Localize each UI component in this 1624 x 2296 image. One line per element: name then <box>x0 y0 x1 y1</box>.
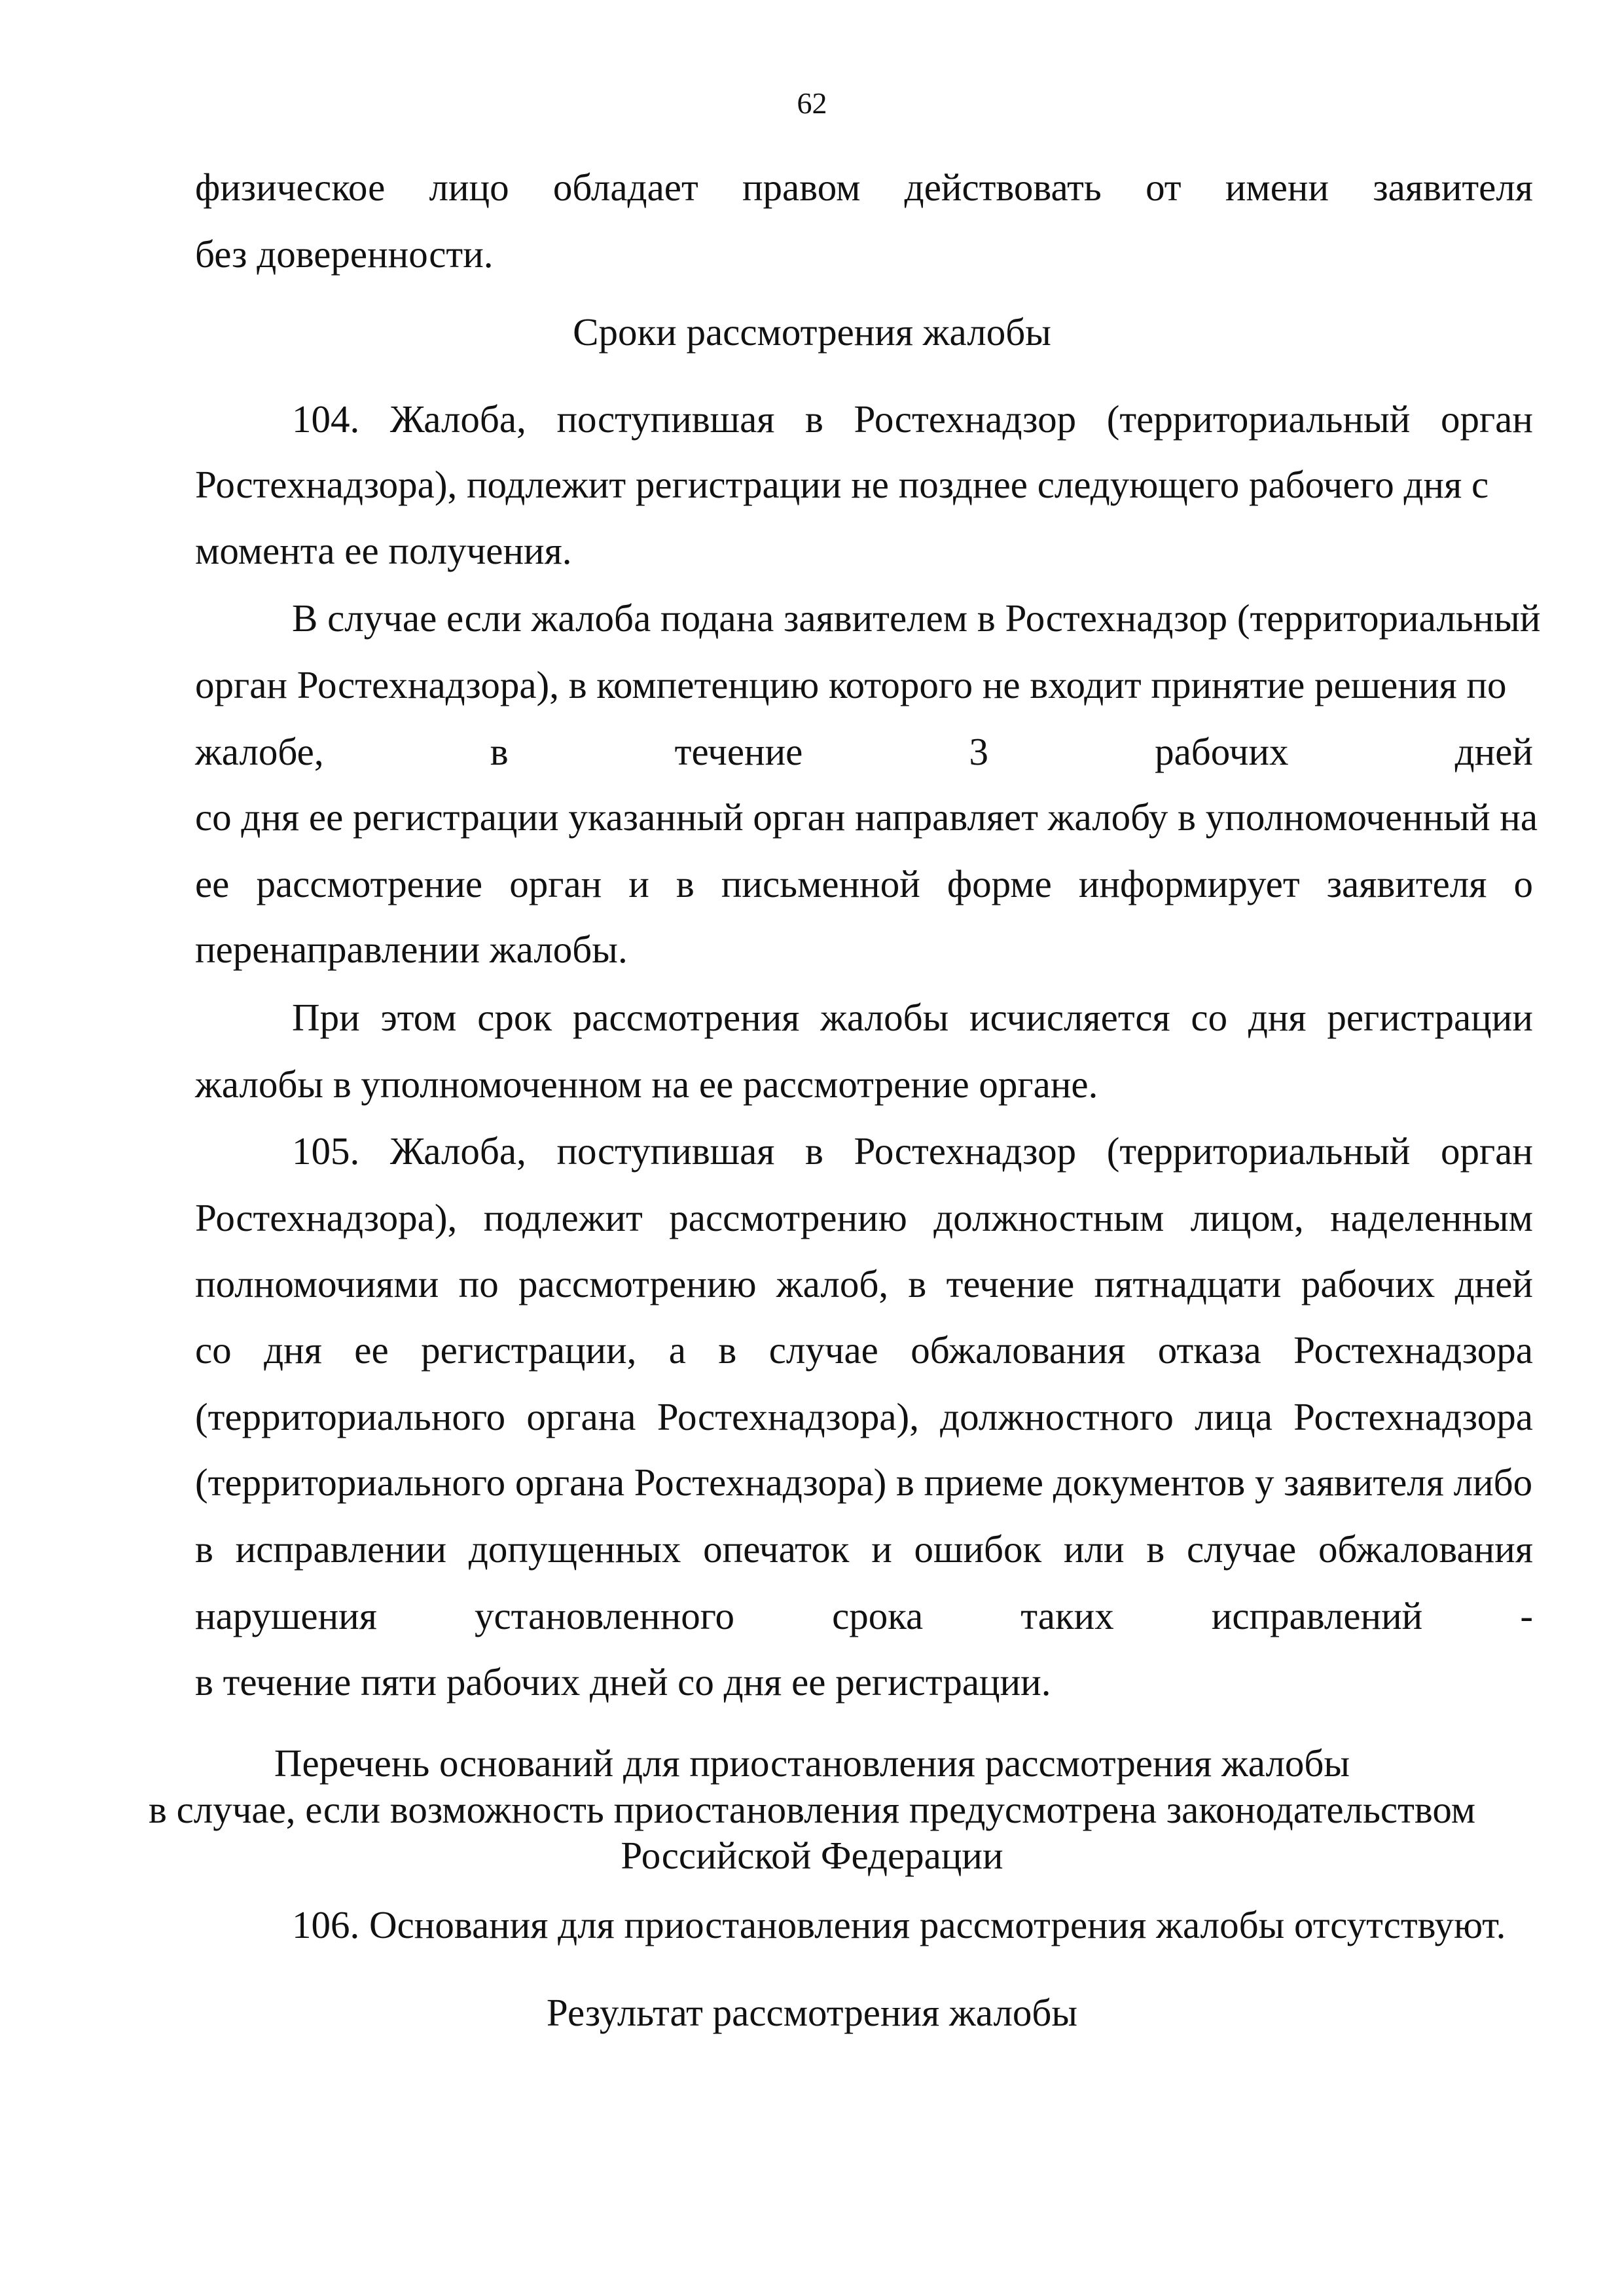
word: лица <box>1195 1395 1272 1438</box>
word: заявителя <box>1373 166 1533 209</box>
word: должностного <box>940 1395 1174 1438</box>
p105-line-6: (территориального органа Ростехнадзора) в приеме документов у заявителя либо <box>195 1461 1533 1504</box>
word: дней <box>1454 730 1533 773</box>
word: регистрации, <box>421 1328 637 1372</box>
word: жалобе, <box>195 730 324 773</box>
word: Ростехнадзора), <box>657 1395 919 1438</box>
word: течение <box>946 1262 1075 1305</box>
word: этом <box>380 996 457 1039</box>
word: по <box>458 1262 499 1305</box>
word: рассмотрению <box>518 1262 757 1305</box>
word: жалобы <box>820 996 949 1039</box>
word: течение <box>674 730 803 773</box>
section-heading-suspend-line-2: в случае, если возможность приостановления предусмотрена законодательством <box>148 1788 1476 1831</box>
word: опечаток <box>703 1527 850 1571</box>
word: орган <box>1440 1129 1533 1173</box>
word: рассмотрение <box>256 862 483 905</box>
word: поступившая <box>556 397 775 441</box>
section-heading-suspend-line-3: Российской Федерации <box>621 1834 1003 1877</box>
p105-line-2 <box>195 1194 1533 1241</box>
word: лицом, <box>1190 1196 1304 1239</box>
word: имени <box>1225 166 1329 209</box>
word: (территориальный <box>1106 397 1411 441</box>
word: рабочих <box>1301 1262 1435 1305</box>
word: органа <box>526 1395 636 1438</box>
p105-line-9: в течение пяти рабочих дней со дня ее регистрации. <box>195 1660 1051 1704</box>
word: исчисляется <box>969 996 1170 1039</box>
word: а <box>668 1328 686 1372</box>
word: Ростехнадзора <box>1293 1328 1533 1372</box>
word: При <box>292 996 360 1039</box>
word: Ростехнадзора), <box>195 1196 458 1239</box>
word: ее <box>354 1328 389 1372</box>
word: должностным <box>933 1196 1164 1239</box>
word: в <box>805 1129 823 1173</box>
word: со <box>195 1328 232 1372</box>
p-term-line-1 <box>292 994 1533 1041</box>
word: - <box>1520 1594 1533 1637</box>
word: нарушения <box>195 1594 377 1637</box>
word: ее <box>195 862 230 905</box>
p104-line-1 <box>292 395 1533 443</box>
word: жалоб, <box>776 1262 889 1305</box>
word: со <box>1191 996 1228 1039</box>
word: дней <box>1454 1262 1533 1305</box>
word: правом <box>742 166 861 209</box>
word: орган <box>509 862 602 905</box>
intro-line-1 <box>195 164 1533 211</box>
page-number: 62 <box>797 86 827 120</box>
p-case-line-1: В случае если жалоба подана заявителем в Ростехнадзор (территориальный <box>292 596 1541 640</box>
word: срок <box>477 996 552 1039</box>
p105-line-7 <box>195 1525 1533 1573</box>
p104-line-2: Ростехнадзора), подлежит регистрации не позднее следующего рабочего дня с <box>195 463 1489 506</box>
word: действовать <box>904 166 1102 209</box>
word: форме <box>947 862 1052 905</box>
word: наделенным <box>1330 1196 1533 1239</box>
word: от <box>1146 166 1182 209</box>
word: физическое <box>195 166 386 209</box>
word: исправлений <box>1211 1594 1423 1637</box>
word: срока <box>832 1594 924 1637</box>
intro-line-2: без доверенности. <box>195 232 494 276</box>
word: рассмотрению <box>669 1196 907 1239</box>
word: орган <box>1440 397 1533 441</box>
word: (территориального <box>195 1395 506 1438</box>
p105-line-4 <box>195 1326 1533 1374</box>
word: или <box>1064 1527 1125 1571</box>
word: случае <box>768 1328 878 1372</box>
word: в <box>490 730 509 773</box>
word: отказа <box>1157 1328 1261 1372</box>
word: и <box>628 862 649 905</box>
word: в <box>676 862 695 905</box>
word: допущенных <box>468 1527 681 1571</box>
p-case-line-3 <box>195 728 1533 775</box>
p106-text: 106. Основания для приостановления рассмотрения жалобы отсутствуют. <box>292 1903 1506 1946</box>
word: обжалования <box>1318 1527 1533 1571</box>
section-heading-suspend-line-1: Перечень оснований для приостановления рассмотрения жалобы <box>274 1741 1350 1785</box>
word: письменной <box>721 862 920 905</box>
p105-line-1 <box>292 1127 1533 1175</box>
word: полномочиями <box>195 1262 439 1305</box>
word: рабочих <box>1155 730 1289 773</box>
word: обжалования <box>911 1328 1126 1372</box>
word: 3 <box>969 730 988 773</box>
section-heading-result: Результат рассмотрения жалобы <box>546 1991 1078 2034</box>
word: 104. <box>292 397 360 441</box>
word: лицо <box>429 166 509 209</box>
section-heading-terms: Сроки рассмотрения жалобы <box>573 310 1051 354</box>
word: в <box>908 1262 927 1305</box>
word: информирует <box>1078 862 1300 905</box>
p105-line-5 <box>195 1393 1533 1440</box>
word: дня <box>264 1328 322 1372</box>
word: случае <box>1186 1527 1297 1571</box>
word: пятнадцати <box>1094 1262 1282 1305</box>
word: установленного <box>474 1594 734 1637</box>
p-case-line-5 <box>195 860 1533 907</box>
word: Ростехнадзор <box>854 397 1077 441</box>
word: в <box>718 1328 737 1372</box>
word: таких <box>1020 1594 1114 1637</box>
word: дня <box>1248 996 1307 1039</box>
word: поступившая <box>556 1129 775 1173</box>
word: Жалоба, <box>389 397 526 441</box>
p-case-line-2: орган Ростехнадзора), в компетенцию которого не входит принятие решения по <box>195 663 1507 706</box>
p-case-line-4: со дня ее регистрации указанный орган направляет жалобу в уполномоченный на <box>195 795 1538 839</box>
p105-line-8 <box>195 1592 1533 1639</box>
word: Ростехнадзора <box>1293 1395 1533 1438</box>
word: Жалоба, <box>389 1129 526 1173</box>
word: заявителя <box>1326 862 1487 905</box>
word: Ростехнадзор <box>854 1129 1077 1173</box>
word: в <box>195 1527 213 1571</box>
word: рассмотрения <box>572 996 800 1039</box>
word: в <box>805 397 823 441</box>
word: исправлении <box>235 1527 447 1571</box>
word: регистрации <box>1327 996 1533 1039</box>
word: ошибок <box>914 1527 1042 1571</box>
word: о <box>1513 862 1533 905</box>
word: и <box>871 1527 892 1571</box>
word: обладает <box>552 166 698 209</box>
p104-line-3: момента ее получения. <box>195 529 572 572</box>
word: 105. <box>292 1129 360 1173</box>
p-term-line-2: жалобы в уполномоченном на ее рассмотрение органе. <box>195 1063 1098 1106</box>
word: подлежит <box>483 1196 643 1239</box>
word: (территориальный <box>1106 1129 1411 1173</box>
word: в <box>1146 1527 1165 1571</box>
p105-line-3 <box>195 1260 1533 1307</box>
p-case-line-6: перенаправлении жалобы. <box>195 928 628 971</box>
